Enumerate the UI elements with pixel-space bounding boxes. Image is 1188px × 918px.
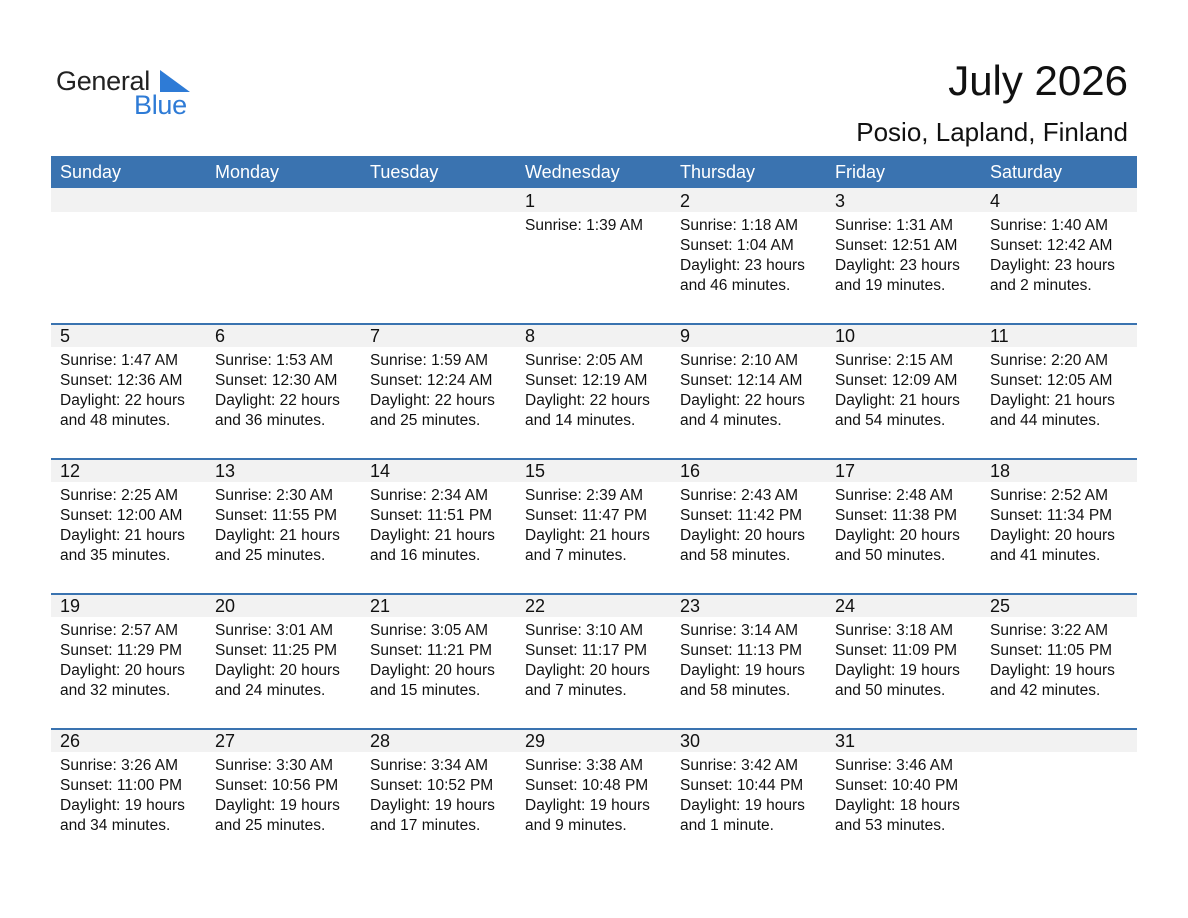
sun-info-line: Sunset: 10:48 PM	[525, 777, 649, 794]
sun-info-line: Sunrise: 1:39 AM	[525, 217, 644, 234]
sun-info	[990, 486, 1115, 566]
day-number: 8	[525, 326, 536, 346]
sun-info	[990, 621, 1115, 701]
sun-info-line: and 50 minutes.	[835, 547, 946, 564]
sun-info	[680, 621, 805, 701]
day-cell	[981, 188, 1136, 323]
day-number: 15	[525, 461, 546, 481]
sun-info-line: and 16 minutes.	[370, 547, 481, 564]
day-cell	[981, 593, 1136, 728]
sun-info-line: Sunrise: 3:10 AM	[525, 622, 644, 639]
day-cell	[826, 593, 981, 728]
sun-info-line: Daylight: 21 hours	[215, 527, 340, 544]
sun-info-line: Sunrise: 3:22 AM	[990, 622, 1109, 639]
sun-info	[525, 756, 650, 836]
sun-info-line: Sunrise: 2:25 AM	[60, 487, 179, 504]
day-number: 31	[835, 731, 856, 751]
sun-info-line: Sunset: 12:42 AM	[990, 237, 1113, 254]
sun-info-line: Sunset: 11:42 PM	[680, 507, 803, 524]
logo-blue-text: Blue	[134, 90, 187, 120]
day-number: 1	[525, 191, 536, 211]
sun-info	[835, 486, 960, 566]
sun-info-line: and 48 minutes.	[60, 412, 171, 429]
sun-info-line: and 15 minutes.	[370, 682, 481, 699]
day-cell	[981, 728, 1136, 863]
sun-info-line: Daylight: 20 hours	[60, 662, 185, 679]
day-cell	[981, 458, 1136, 593]
sun-info-line: Daylight: 20 hours	[525, 662, 650, 679]
day-cell	[671, 593, 826, 728]
sun-info	[215, 486, 340, 566]
day-number: 12	[60, 461, 81, 481]
sun-info-line: and 46 minutes.	[680, 277, 791, 294]
sun-info-line: Sunset: 11:00 PM	[60, 777, 183, 794]
sun-info-line: Daylight: 19 hours	[370, 797, 495, 814]
sun-info-line: and 36 minutes.	[215, 412, 326, 429]
sun-info-line: Sunset: 11:29 PM	[60, 642, 183, 659]
day-cell	[361, 188, 516, 323]
sun-info-line: and 44 minutes.	[990, 412, 1101, 429]
day-cell	[51, 593, 206, 728]
sun-info	[835, 216, 960, 296]
sun-info-line: Sunrise: 3:46 AM	[835, 757, 954, 774]
day-cell	[51, 458, 206, 593]
day-cell	[516, 458, 671, 593]
sun-info-line: Sunset: 10:40 PM	[835, 777, 959, 794]
sun-info-line: Sunset: 11:38 PM	[835, 507, 958, 524]
sun-info-line: Daylight: 21 hours	[370, 527, 495, 544]
sun-info-line: Sunrise: 3:18 AM	[835, 622, 954, 639]
sun-info-line: Daylight: 18 hours	[835, 797, 960, 814]
sun-info-line: Sunrise: 1:40 AM	[990, 217, 1109, 234]
sun-info-line: Sunrise: 2:48 AM	[835, 487, 954, 504]
day-cell	[206, 728, 361, 863]
sun-info-line: Sunrise: 2:05 AM	[525, 352, 644, 369]
day-cell	[826, 323, 981, 458]
weekday-thursday: Thursday	[680, 162, 756, 182]
day-number: 19	[60, 596, 81, 616]
day-number: 30	[680, 731, 701, 751]
sun-info-line: Daylight: 22 hours	[60, 392, 185, 409]
day-cell	[516, 323, 671, 458]
sun-info-line: Sunrise: 3:30 AM	[215, 757, 334, 774]
sun-info-line: and 25 minutes.	[215, 817, 326, 834]
sun-info	[215, 621, 340, 701]
location-subtitle: Posio, Lapland, Finland	[856, 117, 1128, 147]
day-cell	[516, 728, 671, 863]
sun-info	[370, 756, 495, 836]
day-number: 14	[370, 461, 391, 481]
sun-info-line: Sunrise: 2:10 AM	[680, 352, 799, 369]
sun-info-line: Sunrise: 2:39 AM	[525, 487, 644, 504]
logo-general-text: General	[56, 66, 150, 96]
sun-info-line: Sunrise: 1:53 AM	[215, 352, 334, 369]
day-cell	[361, 323, 516, 458]
sun-info-line: Sunset: 11:34 PM	[990, 507, 1113, 524]
day-number: 20	[215, 596, 236, 616]
sun-info-line: and 58 minutes.	[680, 547, 791, 564]
sun-info-line: and 14 minutes.	[525, 412, 636, 429]
day-cell	[826, 188, 981, 323]
sun-info-line: and 35 minutes.	[60, 547, 171, 564]
sun-info-line: Sunset: 11:25 PM	[215, 642, 338, 659]
calendar-weeks	[51, 188, 1137, 863]
day-number: 16	[680, 461, 701, 481]
day-number: 27	[215, 731, 236, 751]
sun-info-line: Daylight: 22 hours	[525, 392, 650, 409]
day-number: 5	[60, 326, 71, 346]
sun-info-line: Sunset: 11:05 PM	[990, 642, 1113, 659]
sun-info-line: Sunrise: 3:34 AM	[370, 757, 489, 774]
sun-info-line: Sunset: 12:19 AM	[525, 372, 648, 389]
sun-info-line: Daylight: 19 hours	[680, 797, 805, 814]
sun-info-line: Sunset: 10:56 PM	[215, 777, 339, 794]
sun-info-line: and 41 minutes.	[990, 547, 1101, 564]
day-number: 28	[370, 731, 391, 751]
day-cell	[671, 323, 826, 458]
sun-info	[680, 216, 805, 296]
sun-info-line: Sunset: 11:17 PM	[525, 642, 648, 659]
sun-info-line: Sunset: 1:04 AM	[680, 237, 794, 254]
sun-info-line: Sunrise: 3:01 AM	[215, 622, 334, 639]
sun-info-line: Sunset: 11:21 PM	[370, 642, 493, 659]
day-number: 2	[680, 191, 691, 211]
sun-info-line: Sunrise: 3:05 AM	[370, 622, 489, 639]
day-number: 29	[525, 731, 546, 751]
weekday-header	[51, 156, 1137, 188]
sun-info-line: Sunset: 12:14 AM	[680, 372, 803, 389]
sun-info	[835, 351, 960, 431]
sun-info	[990, 351, 1115, 431]
sun-info-line: and 7 minutes.	[525, 547, 627, 564]
sun-info-line: Sunset: 12:51 AM	[835, 237, 958, 254]
sun-info-line: Daylight: 21 hours	[835, 392, 960, 409]
sun-info-line: Sunrise: 1:47 AM	[60, 352, 179, 369]
sun-info-line: Sunset: 12:24 AM	[370, 372, 493, 389]
sun-info-line: Sunset: 10:52 PM	[370, 777, 494, 794]
sun-info-line: Sunrise: 3:26 AM	[60, 757, 179, 774]
week-cells	[51, 323, 1137, 458]
sun-info-line: and 58 minutes.	[680, 682, 791, 699]
sun-info	[525, 621, 650, 701]
day-cell	[51, 188, 206, 323]
day-cell	[361, 728, 516, 863]
sun-info-line: Daylight: 20 hours	[370, 662, 495, 679]
day-cell	[361, 593, 516, 728]
sun-info	[60, 756, 185, 836]
sun-info-line: Sunset: 12:30 AM	[215, 372, 338, 389]
sun-info	[215, 351, 340, 431]
sun-info-line: Sunset: 12:00 AM	[60, 507, 183, 524]
sun-info	[60, 486, 185, 566]
day-number: 17	[835, 461, 856, 481]
day-cell	[206, 188, 361, 323]
sun-info-line: Daylight: 21 hours	[990, 392, 1115, 409]
sun-info-line: and 32 minutes.	[60, 682, 171, 699]
sun-info-line: Daylight: 21 hours	[525, 527, 650, 544]
sun-info-line: Sunrise: 2:20 AM	[990, 352, 1109, 369]
sun-info-line: and 4 minutes.	[680, 412, 782, 429]
day-number: 3	[835, 191, 846, 211]
day-cell	[206, 593, 361, 728]
calendar-week	[51, 728, 1137, 863]
sun-info	[525, 486, 650, 566]
sun-info-line: Sunrise: 1:59 AM	[370, 352, 489, 369]
day-cell	[206, 323, 361, 458]
day-number: 10	[835, 326, 856, 346]
sun-info-line: Daylight: 20 hours	[680, 527, 805, 544]
day-cell	[51, 323, 206, 458]
weekday-wednesday: Wednesday	[525, 162, 620, 182]
sun-info-line: Sunrise: 2:43 AM	[680, 487, 799, 504]
day-number: 23	[680, 596, 701, 616]
sun-info-line: and 1 minute.	[680, 817, 774, 834]
sun-info-line: and 25 minutes.	[215, 547, 326, 564]
sun-info	[60, 351, 185, 431]
sun-info-line: and 34 minutes.	[60, 817, 171, 834]
day-number: 18	[990, 461, 1011, 481]
day-number: 9	[680, 326, 691, 346]
week-cells	[51, 458, 1137, 593]
logo-triangle-icon	[160, 70, 190, 92]
calendar-week	[51, 593, 1137, 728]
sun-info-line: and 7 minutes.	[525, 682, 627, 699]
day-cell	[206, 458, 361, 593]
sun-info-line: Sunrise: 2:30 AM	[215, 487, 334, 504]
sun-info-line: Daylight: 19 hours	[60, 797, 185, 814]
day-cell	[516, 188, 671, 323]
weekday-friday: Friday	[835, 162, 886, 182]
sun-info-line: Sunrise: 1:31 AM	[835, 217, 954, 234]
sun-info	[370, 351, 495, 431]
sun-info	[835, 756, 960, 836]
sun-info-line: and 42 minutes.	[990, 682, 1101, 699]
logo	[56, 66, 196, 118]
calendar	[51, 156, 1137, 863]
sun-info-line: Daylight: 19 hours	[990, 662, 1115, 679]
sun-info-line: Daylight: 19 hours	[680, 662, 805, 679]
sun-info-line: and 50 minutes.	[835, 682, 946, 699]
sun-info	[60, 621, 185, 701]
calendar-week	[51, 458, 1137, 593]
sun-info	[525, 351, 650, 431]
day-number: 22	[525, 596, 546, 616]
day-number: 26	[60, 731, 81, 751]
sun-info	[525, 216, 643, 236]
sun-info-line: and 17 minutes.	[370, 817, 481, 834]
sun-info-line: Sunrise: 3:38 AM	[525, 757, 644, 774]
day-number: 21	[370, 596, 391, 616]
sun-info-line: Sunrise: 1:18 AM	[680, 217, 799, 234]
sun-info	[215, 756, 340, 836]
sun-info	[680, 486, 805, 566]
sun-info-line: Daylight: 22 hours	[215, 392, 340, 409]
sun-info-line: Daylight: 23 hours	[990, 257, 1115, 274]
day-cell	[361, 458, 516, 593]
calendar-week	[51, 323, 1137, 458]
sun-info-line: and 54 minutes.	[835, 412, 946, 429]
day-cell	[671, 188, 826, 323]
calendar-week	[51, 188, 1137, 323]
sun-info-line: and 53 minutes.	[835, 817, 946, 834]
sun-info-line: Daylight: 22 hours	[370, 392, 495, 409]
sun-info-line: Sunset: 11:51 PM	[370, 507, 493, 524]
sun-info-line: and 2 minutes.	[990, 277, 1092, 294]
sun-info	[990, 216, 1115, 296]
weekday-saturday: Saturday	[990, 162, 1063, 182]
day-cell	[671, 458, 826, 593]
sun-info-line: Sunrise: 2:52 AM	[990, 487, 1109, 504]
sun-info-line: Sunrise: 3:42 AM	[680, 757, 799, 774]
sun-info	[835, 621, 960, 701]
day-cell	[51, 728, 206, 863]
day-number: 13	[215, 461, 236, 481]
sun-info	[370, 486, 495, 566]
sun-info-line: Sunset: 11:55 PM	[215, 507, 338, 524]
sun-info-line: Daylight: 19 hours	[215, 797, 340, 814]
day-number: 6	[215, 326, 226, 346]
sun-info-line: Daylight: 20 hours	[215, 662, 340, 679]
week-cells	[51, 728, 1137, 863]
day-cell	[671, 728, 826, 863]
weekday-sunday: Sunday	[60, 162, 122, 182]
day-cell	[516, 593, 671, 728]
sun-info-line: Sunrise: 2:15 AM	[835, 352, 954, 369]
day-number: 7	[370, 326, 381, 346]
sun-info-line: and 19 minutes.	[835, 277, 946, 294]
sun-info	[680, 351, 805, 431]
sun-info-line: Sunset: 11:47 PM	[525, 507, 648, 524]
sun-info-line: Daylight: 20 hours	[835, 527, 960, 544]
day-cell	[826, 728, 981, 863]
sun-info	[680, 756, 805, 836]
sun-info-line: Sunset: 11:13 PM	[680, 642, 803, 659]
sun-info	[370, 621, 495, 701]
day-number: 24	[835, 596, 856, 616]
sun-info-line: Sunset: 12:05 AM	[990, 372, 1113, 389]
sun-info-line: and 25 minutes.	[370, 412, 481, 429]
day-cell	[826, 458, 981, 593]
day-cell	[981, 323, 1136, 458]
day-number: 11	[990, 326, 1009, 346]
sun-info-line: Daylight: 19 hours	[835, 662, 960, 679]
sun-info-line: Daylight: 19 hours	[525, 797, 650, 814]
sun-info-line: Daylight: 23 hours	[835, 257, 960, 274]
page-title: July 2026	[948, 57, 1128, 104]
sun-info-line: and 24 minutes.	[215, 682, 326, 699]
sun-info-line: Sunset: 11:09 PM	[835, 642, 958, 659]
sun-info-line: Daylight: 21 hours	[60, 527, 185, 544]
sun-info-line: Sunset: 12:09 AM	[835, 372, 958, 389]
weekday-monday: Monday	[215, 162, 280, 182]
sun-info-line: Sunrise: 2:34 AM	[370, 487, 489, 504]
sun-info-line: Sunset: 10:44 PM	[680, 777, 804, 794]
day-number: 25	[990, 596, 1011, 616]
sun-info-line: Sunset: 12:36 AM	[60, 372, 183, 389]
week-cells	[51, 188, 1137, 323]
sun-info-line: Daylight: 20 hours	[990, 527, 1115, 544]
sun-info-line: Sunrise: 3:14 AM	[680, 622, 799, 639]
sun-info-line: and 9 minutes.	[525, 817, 627, 834]
weekday-tuesday: Tuesday	[370, 162, 439, 182]
sun-info-line: Daylight: 23 hours	[680, 257, 805, 274]
day-number: 4	[990, 191, 1001, 211]
sun-info-line: Sunrise: 2:57 AM	[60, 622, 179, 639]
sun-info-line: Daylight: 22 hours	[680, 392, 805, 409]
week-cells	[51, 593, 1137, 728]
